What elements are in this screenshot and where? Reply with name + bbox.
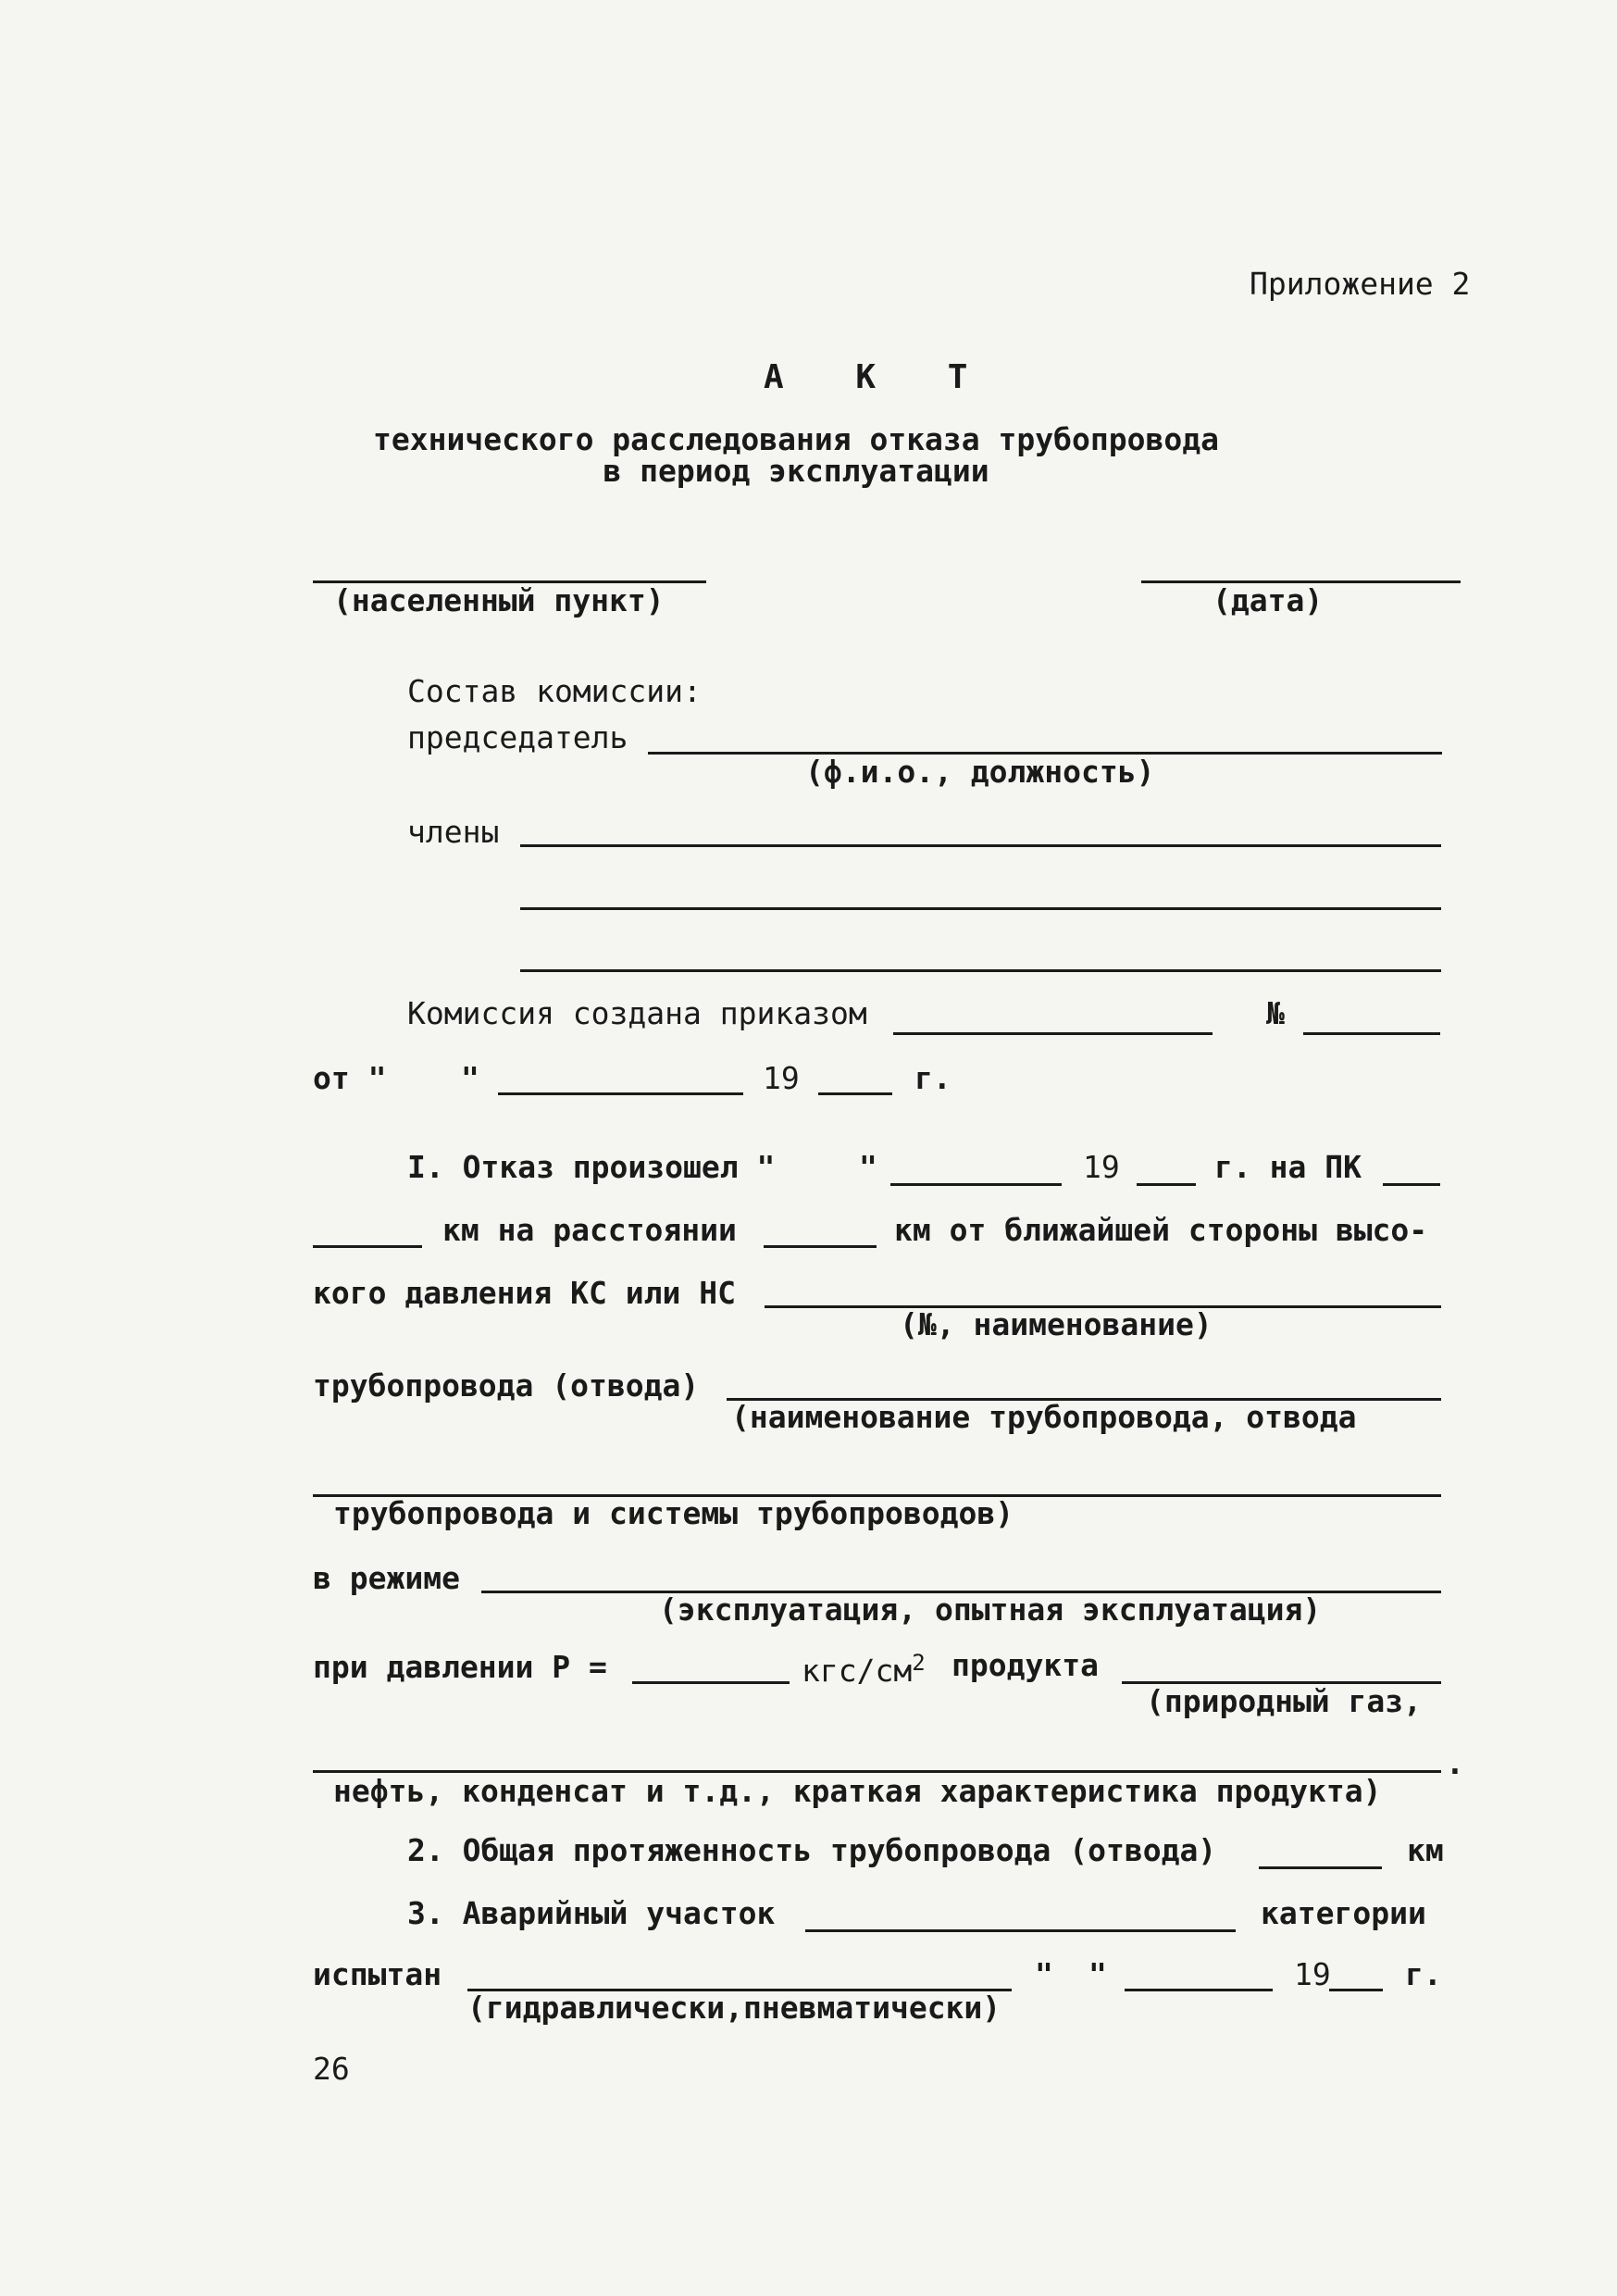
tested-quote-close: " — [1088, 1956, 1107, 1992]
document-subtitle-line1: технического расследования отказа трубопровода — [373, 421, 1219, 457]
pressure-unit-text: кгс/см — [802, 1653, 913, 1689]
pressure-unit-superscript: 2 — [912, 1650, 926, 1676]
mode-label: в режиме — [313, 1560, 460, 1596]
station-caption: (№, наименование) — [900, 1306, 1213, 1342]
commission-heading: Состав комиссии: — [407, 673, 702, 709]
tested-quote-open: " — [1035, 1956, 1053, 1992]
failure-pk-label: г. на ПК — [1214, 1149, 1362, 1185]
failure-distance-label: км от ближайшей стороны высо- — [894, 1212, 1428, 1248]
emergency-category-label: категории — [1261, 1895, 1426, 1931]
order-year-prefix: 19 — [763, 1060, 800, 1096]
date-caption: (дата) — [1213, 582, 1324, 618]
tested-label: испытан — [313, 1956, 442, 1992]
place-caption: (населенный пункт) — [333, 582, 665, 618]
chairman-caption: (ф.и.о., должность) — [805, 754, 1155, 790]
appendix-label: Приложение 2 — [1250, 266, 1471, 302]
document-subtitle-line2: в период эксплуатации — [603, 453, 989, 489]
pipeline-caption: (наименование трубопровода, отвода — [731, 1399, 1357, 1435]
pressure-label: при давлении Р = — [313, 1649, 607, 1685]
order-from-label: от " — [313, 1060, 387, 1096]
members-label: члены — [407, 814, 500, 850]
order-number-sign: № — [1266, 995, 1285, 1031]
pipeline-label: трубопровода (отвода) — [313, 1367, 700, 1404]
member-field-line-2[interactable] — [520, 907, 1441, 910]
member-field-line-1[interactable] — [520, 844, 1441, 847]
pipeline-length-label: 2. Общая протяженность трубопровода (отвода) — [407, 1832, 1217, 1868]
failure-date-field-line[interactable] — [890, 1183, 1062, 1186]
failure-distance-field-line[interactable] — [764, 1245, 877, 1248]
failure-km-label: км на расстоянии — [442, 1212, 737, 1248]
pressure-unit — [802, 1650, 926, 1689]
tested-date-field-line[interactable] — [1125, 1989, 1273, 1991]
failure-year-prefix: 19 — [1083, 1149, 1120, 1185]
failure-pk-field-line[interactable] — [1383, 1183, 1440, 1186]
mode-caption: (эксплуатация, опытная эксплуатация) — [659, 1591, 1322, 1628]
product-description-caption: нефть, конденсат и т.д., краткая характеристика продукта) — [333, 1773, 1382, 1809]
pipeline-length-unit: км — [1407, 1832, 1444, 1868]
document-title: А К Т — [764, 358, 994, 396]
order-number-field-line[interactable] — [1303, 1032, 1440, 1035]
failure-date-label: I. Отказ произошел " — [407, 1149, 776, 1185]
page-number: 26 — [313, 2051, 350, 2087]
tested-year-field-line[interactable] — [1329, 1989, 1383, 1991]
failure-km-field-line[interactable] — [313, 1245, 422, 1248]
pipeline-system-caption: трубопровода и системы трубопроводов) — [333, 1495, 1014, 1531]
chairman-label: председатель — [407, 719, 628, 755]
pipeline-length-field-line[interactable] — [1259, 1866, 1382, 1869]
order-field-line[interactable] — [893, 1032, 1213, 1035]
pressure-field-line[interactable] — [632, 1681, 790, 1684]
member-field-line-3[interactable] — [520, 969, 1441, 972]
product-caption: (природный газ, — [1146, 1683, 1423, 1719]
failure-quote-close: " — [859, 1149, 877, 1185]
emergency-section-label: 3. Аварийный участок — [407, 1895, 776, 1931]
station-label: кого давления КС или НС — [313, 1275, 736, 1311]
product-label: продукта — [952, 1647, 1099, 1683]
order-year-field-line[interactable] — [818, 1092, 892, 1095]
tested-caption: (гидравлически,пневматически) — [467, 1990, 1001, 2026]
order-label: Комиссия создана приказом — [407, 995, 867, 1031]
emergency-section-field-line[interactable] — [805, 1929, 1236, 1932]
tested-year-suffix: г. — [1405, 1956, 1442, 1992]
order-date-field-line[interactable] — [498, 1092, 743, 1095]
order-year-suffix: г. — [914, 1060, 952, 1096]
order-quote-close: " — [461, 1060, 479, 1096]
failure-year-field-line[interactable] — [1137, 1183, 1196, 1186]
tested-year-prefix: 19 — [1294, 1956, 1331, 1992]
product-description-period: . — [1446, 1745, 1464, 1781]
